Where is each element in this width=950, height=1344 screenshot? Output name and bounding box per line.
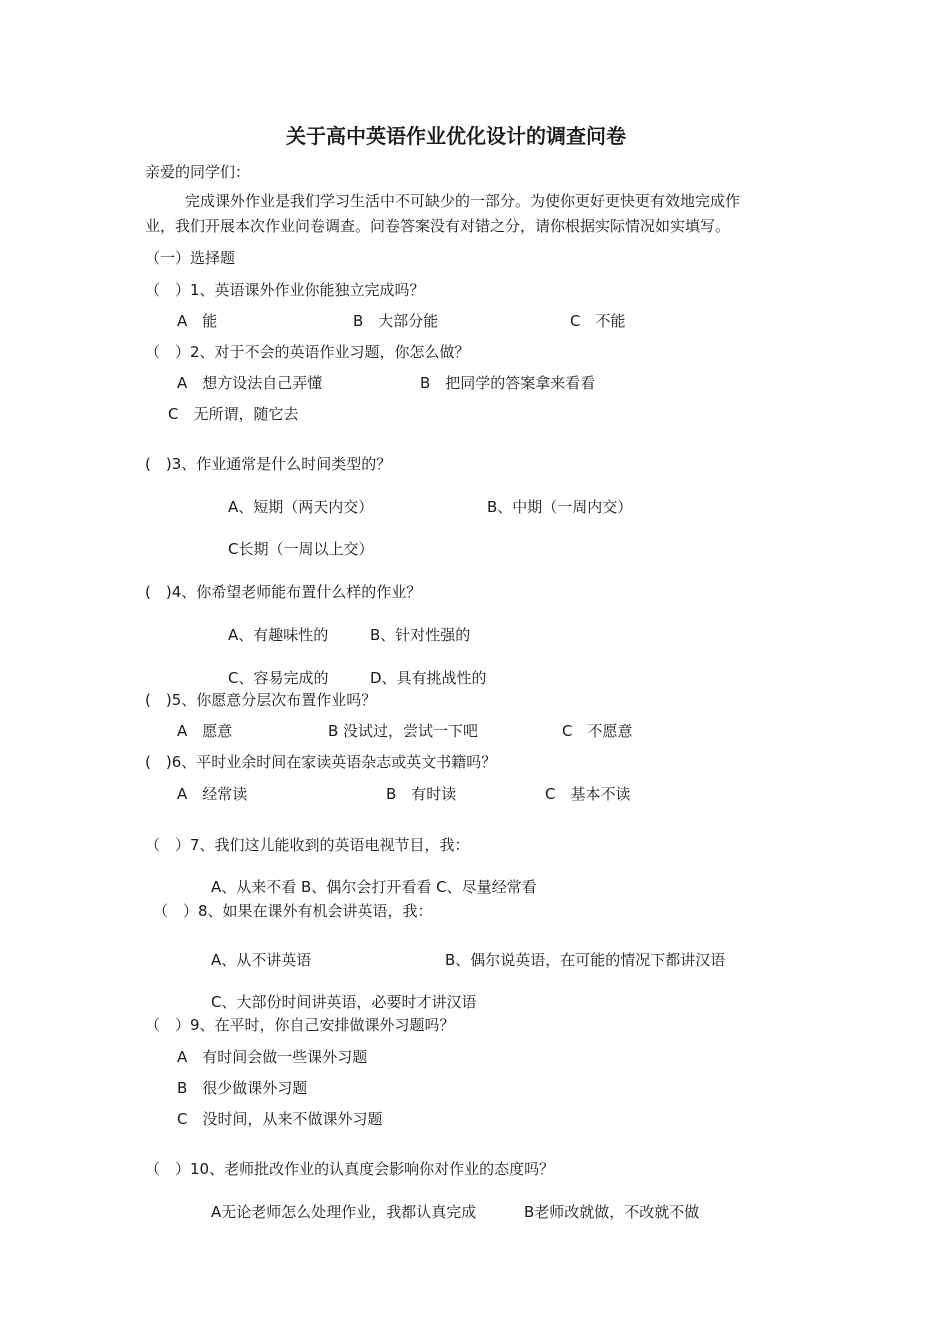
q10-option-b: B老师改就做，不改就不做: [524, 1203, 700, 1221]
q3-option-b: B、中期（一周内交）: [487, 498, 633, 516]
q8-option-a: A、从不讲英语: [211, 951, 312, 969]
q2-option-a: A 想方设法自己弄懂: [177, 374, 323, 392]
page-title: 关于高中英语作业优化设计的调查问卷: [286, 124, 626, 148]
q3-option-c: C长期（一周以上交）: [228, 540, 374, 558]
q10-option-a: A无论老师怎么处理作业，我都认真完成: [211, 1203, 477, 1221]
q5-option-b: B 没试过，尝试一下吧: [328, 722, 479, 740]
question-6: ( )6、平时业余时间在家读英语杂志或英文书籍吗？: [145, 753, 497, 771]
q6-option-b: B 有时读: [386, 785, 457, 803]
q4-option-a: A、有趣味性的: [228, 626, 329, 644]
q7-options: A、从来不看 B、偶尔会打开看看 C、尽量经常看: [211, 878, 537, 896]
q8-option-b: B、偶尔说英语，在可能的情况下都讲汉语: [445, 951, 726, 969]
question-2: （ ）2、对于不会的英语作业习题，你怎么做？: [145, 343, 470, 361]
q9-option-c: C 没时间，从来不做课外习题: [177, 1110, 383, 1128]
q1-option-a: A 能: [177, 312, 218, 330]
q4-option-d: D、具有挑战性的: [370, 669, 487, 687]
q3-option-a: A、短期（两天内交）: [228, 498, 374, 516]
q1-option-c: C 不能: [570, 312, 626, 330]
question-5: ( )5、你愿意分层次布置作业吗？: [145, 691, 377, 709]
question-4: ( )4、你希望老师能布置什么样的作业？: [145, 583, 422, 601]
question-1: （ ）1、英语课外作业你能独立完成吗？: [145, 281, 425, 299]
q1-option-b: B 大部分能: [353, 312, 439, 330]
q4-option-b: B、针对性强的: [370, 626, 471, 644]
q4-option-c: C、容易完成的: [228, 669, 329, 687]
q2-option-b: B 把同学的答案拿来看看: [420, 374, 596, 392]
q9-option-a: A 有时间会做一些课外习题: [177, 1048, 368, 1066]
q5-option-a: A 愿意: [177, 722, 233, 740]
q8-option-c: C、大部份时间讲英语，必要时才讲汉语: [211, 993, 477, 1011]
question-7: （ ）7、我们这儿能收到的英语电视节目，我：: [145, 836, 470, 854]
q5-option-c: C 不愿意: [562, 722, 633, 740]
section-heading: （一）选择题: [145, 249, 236, 267]
question-9: （ ）9、在平时，你自己安排做课外习题吗？: [145, 1016, 455, 1034]
question-8: （ ）8、如果在课外有机会讲英语，我：: [153, 902, 433, 920]
q9-option-b: B 很少做课外习题: [177, 1079, 308, 1097]
q6-option-c: C 基本不读: [545, 785, 631, 803]
greeting: 亲爱的同学们：: [145, 163, 251, 181]
q2-option-c: C 无所谓，随它去: [168, 405, 299, 423]
intro-line-2: 业，我们开展本次作业问卷调查。问卷答案没有对错之分，请你根据实际情况如实填写。: [145, 217, 731, 235]
q6-option-a: A 经常读: [177, 785, 248, 803]
intro-line-1: 完成课外作业是我们学习生活中不可缺少的一部分。为使你更好更快更有效地完成作: [185, 192, 741, 210]
question-10: （ ）10、老师批改作业的认真度会影响你对作业的态度吗？: [145, 1160, 555, 1178]
question-3: ( )3、作业通常是什么时间类型的？: [145, 455, 392, 473]
